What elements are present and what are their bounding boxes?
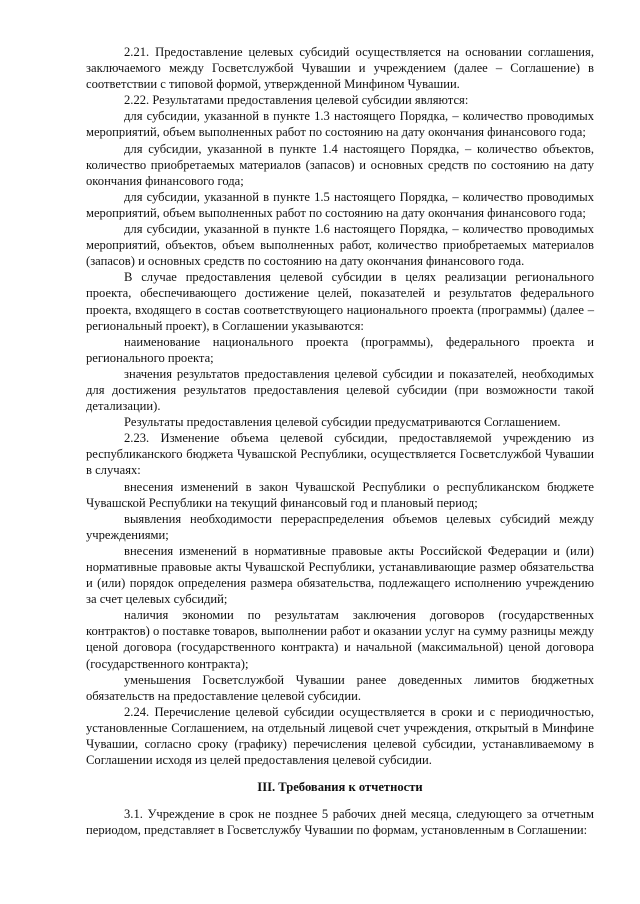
paragraph-regional-project: В случае предоставления целевой субсидии в целях реализации регионального проекта, обеспечивающего достижение целей, показателей и результатов федерального проекта, входящего в состав соответствующего национального проекта (программы) (далее – региональный проект), в Соглашении указываются: [86, 270, 594, 333]
paragraph-case-regulation-changes: внесения изменений в нормативные правовые акты Российской Федерации и (или) нормативные правовые акты Чувашской Республики, устанавливающие размер обязательства и (или) порядок определения размера обязательства, подлежащего исполнению учреждению за счет целевых субсидий; [86, 543, 594, 607]
paragraph-2-21: 2.21. Предоставление целевых субсидий осуществляется на основании соглашения, заключаемого между Госветслужбой Чувашии и учреждением (далее – Соглашение) в соответствии с типовой формой, утвержденной Минфином Чувашии. [86, 45, 594, 92]
paragraph-result-1-5: для субсидии, указанной в пункте 1.5 настоящего Порядка, – количество проводимых мероприятий, объем выполненных работ по состоянию на дату окончания финансового года; [86, 189, 594, 220]
paragraph-case-savings: наличия экономии по результатам заключения договоров (государственных контрактов) о поставке товаров, выполнении работ и оказании услуг на сумму разницы между ценой договора (государственного контракта) и начальной (максимальной) ценой договора (государственного контракта); [86, 608, 594, 671]
paragraph-2-24: 2.24. Перечисление целевой субсидии осуществляется в сроки и с периодичностью, установленные Соглашением, на отдельный лицевой счет учреждения, открытый в Минфине Чувашии, согласно сроку (графику) перечисления целевой субсидии, устанавливаемому в Соглашении исходя из целей предоставления целевой субсидии. [86, 704, 594, 768]
section-heading: III. Требования к отчетности [257, 780, 423, 795]
paragraph-2-23: 2.23. Изменение объема целевой субсидии, предоставляемой учреждению из республиканского бюджета Чувашской Республики, осуществляется Госветслужбой Чувашии в случаях: [86, 431, 594, 478]
paragraph-2-22: 2.22. Результатами предоставления целевой субсидии являются: [124, 93, 469, 108]
paragraph-result-1-4: для субсидии, указанной в пункте 1.4 настоящего Порядка, – количество объектов, количество приобретаемых материалов (запасов) и основных средств по состоянию на дату окончания финансового года; [86, 141, 594, 188]
paragraph-results-agreement: Результаты предоставления целевой субсидии предусматриваются Соглашением. [124, 415, 561, 430]
paragraph-result-values: значения результатов предоставления целевой субсидии и показателей, необходимых для достижения результатов предоставления целевой субсидии (при возможности такой детализации). [86, 366, 594, 414]
paragraph-case-redistribution: выявления необходимости перераспределения объемов целевых субсидий между учреждениями; [86, 511, 594, 542]
paragraph-case-law-changes: внесения изменений в закон Чувашской Республики о республиканском бюджете Чувашской Республики на текущий финансовый год и плановый период; [86, 479, 594, 510]
paragraph-case-limit-reduction: уменьшения Госветслужбой Чувашии ранее доведенных лимитов бюджетных обязательств на предоставление целевой субсидии. [86, 672, 594, 703]
paragraph-project-names: наименование национального проекта (программы), федерального проекта и регионального проекта; [86, 334, 594, 365]
paragraph-result-1-3: для субсидии, указанной в пункте 1.3 настоящего Порядка, – количество проводимых мероприятий, объем выполненных работ по состоянию на дату окончания финансового года; [86, 109, 594, 140]
paragraph-3-1: 3.1. Учреждение в срок не позднее 5 рабочих дней месяца, следующего за отчетным периодом, представляет в Госветслужбу Чувашии по формам, установленным в Соглашении: [86, 807, 594, 838]
paragraph-result-1-6: для субсидии, указанной в пункте 1.6 настоящего Порядка, – количество проводимых мероприятий, объектов, объем выполненных работ, количество приобретаемых материалов (запасов) и основных средств по состоянию на дату окончания финансового года. [86, 222, 594, 269]
document-page [86, 44, 594, 839]
